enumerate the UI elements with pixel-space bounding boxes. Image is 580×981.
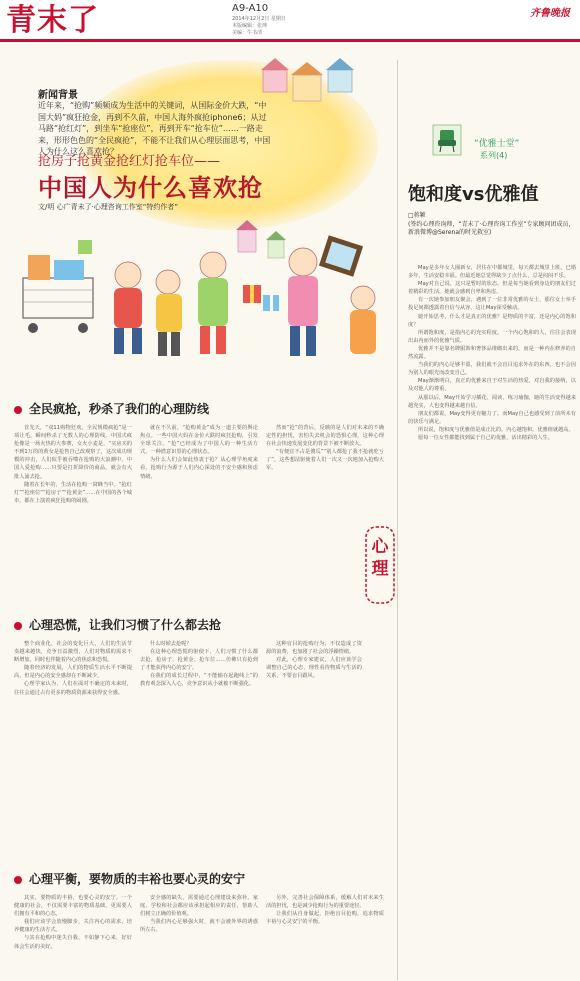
section2-col1: 整个商业化，社会的变化巨大，人们的生活节奏越来越快，竞争日益激烈，人们对物质的需求不断增加，同时也伴随着内心的焦虑和恐慌。 随着经济的发展，人们的物质生活水平不断提高，但是内心的安全感却在不断减少。 心理学家认为，人们在面对不确定的未来时，往往会通过占有更多的物质资源来获得安全感。	[14, 641, 132, 696]
section3-col3: 另外，完善社会保障体系，缓解人们对未来生活的担忧，也是减少抢购行为的重要途径。 让我们从自身做起，拒绝盲目抢购，追求物质丰裕与心灵安宁的平衡。	[266, 895, 384, 926]
section3-col1: 其实，要物质的丰裕，也要心灵的安宁。一个健康的社会，不仅需要丰富的物质基础，更需要人们拥有平和的心态。 我们应该学会放慢脚步，关注内心的需求，培养健康的生活方式。 与其在抢购中迷失自我，不如静下心来，好好体会生活的美好。	[14, 895, 132, 950]
section-heading-1: 全民疯抢，秒杀了我们的心理防线	[14, 400, 209, 417]
section3-col2: 安全感的缺失，需要通过心理建设来弥补。家庭、学校和社会都应该承担起相应的责任，帮助人们树立正确的价值观。 当我们内心足够强大时，就不会被外界的诱惑所左右。	[140, 895, 258, 934]
bullet-icon	[14, 876, 22, 884]
section2-col2: 什么时候去抢呢？ 在这种心理恐慌的驱使下，人们习惯了什么都去抢，抢房子、抢黄金、抢车位……仿佛只有抢到了才能获得内心的安宁。 在我们的成长过程中，“不能输在起跑线上”的教育观念深入人心，竞争意识从小就被不断强化。	[140, 641, 258, 688]
sidebar-article-body: May是多年女人圈新女，居住在中都城里，每天都去城里上班，已婚多年，生活安稳幸福。但最近她总觉得缺少了点什么，总是闷闷不乐。 May对自己说，这只是暂时的状态。但是每当她看到身边的朋友们过着精彩的生活，她就会感到自卑和焦虑。 有一次她参加朋友聚会，遇到了一位非常优雅的女士，那位女士举手投足间都透露着自信与从容，这让May深受触动。 她开始思考，什么才是真正的优雅？是物质的丰富，还是内心的饱和度？ 所谓饱和度，是指内心的充实程度。一个内心饱和的人，往往会表现出由内而外的优雅气质。 优雅并不是靠名牌服饰和奢侈品堆砌出来的，而是一种内在修养的自然流露。 当我们的内心足够丰盈，我们就不会盲目追求外在的东西，也不会因为别人的眼光而改变自己。 May渐渐明白，真正的优雅来自于对生活的热爱，对自我的接纳，以及对他人的尊重。 从那以后，May开始学习插花、阅读、练习瑜伽，她的生活变得越来越充实，人也变得越来越自信。 朋友们都说，May变得更有魅力了。而May自己也感受到了前所未有的快乐与满足。 所以说，饱和度与优雅值是成正比的。内心越饱和，优雅值就越高。 愿每一位女性都能找到属于自己的优雅，活出精彩的人生。	[408, 265, 576, 441]
masthead	[0, 0, 580, 42]
section-logo: 青末了	[6, 3, 99, 38]
news-background-text: 近年来，“抢购”频频成为生活中的关键词，从国际金价大跌，“中国大妈”疯狂抢金，再到不久前，中国人海外疯抢iphone6；从过马路“抢红灯”，到坐车“抢座位”，再到开车“抢车位”……一路走来，形形色色的“全民疯抢”，不能不让我们从心理层面思考，中国人为什么这么喜欢抢？	[38, 101, 271, 156]
news-background-heading: 新闻背景	[38, 90, 78, 101]
main-article	[0, 50, 396, 981]
shopping-cart-illustration	[23, 255, 93, 333]
article-title: 中国人为什么喜欢抢	[38, 174, 263, 202]
section2-col3: 这种盲目的抢购行为，不仅造成了资源的浪费，也加剧了社会的浮躁情绪。 对此，心理专家建议，人们应该学会调整自己的心态，理性看待物质与生活的关系，不要盲目跟风。	[266, 641, 362, 680]
column-name: “优雅士堂”	[474, 139, 520, 149]
article-subtitle: 抢房子抢黄金抢红灯抢车位——	[38, 154, 221, 169]
bullet-icon	[14, 406, 22, 414]
column-divider	[397, 60, 398, 980]
section1-col3: 然而“抢”的背后，反映的是人们对未来的不确定性的担忧，害怕失去机会的恐惧心理。这种心理在社会快速发展变化的背景下被不断放大。 “有便宜不占是傻瓜”“别人都抢了我不抢就吃亏了”，这些想法驱使着人们一次又一次地加入抢购大军。	[266, 425, 384, 472]
editor-credit: 本版编辑：张坤	[232, 23, 268, 29]
section-heading-3: 心理平衡，要物质的丰裕也要心灵的安宁	[14, 870, 245, 887]
dateline	[232, 16, 286, 37]
armchair-icon	[432, 124, 462, 156]
hero-illustration	[18, 50, 388, 380]
designer-credit: 美编：牛书清	[232, 30, 263, 36]
sidebar-author: □蒋颖 (签约心理咨询师，“青未了·心理咨询工作室”专家顾问团成员，新浪微博@Serena的时光救室)	[408, 212, 575, 236]
page-number: A9-A10	[232, 3, 269, 14]
xinli-side-tag: 心理	[371, 537, 389, 579]
house-illustrations	[236, 58, 354, 258]
newspaper-name: 齐鲁晚报	[530, 8, 570, 19]
section1-col1: 首先天，“双11购物狂欢，全民规模疯抢”是一项让毛，瞬间秒杀了无数人的心理防线。中国式疯抢像是一场火热的大参赛，女火小麦是，“买房买的不到1万的的黄女是抢售自己改观察了，这次成功规模的冲击，人们似乎被吞噬在抢购的大浪潮中。中国人爱抢购……只要是打折降价的商品，就会有大批人涌去抢。 随着在长年的，生活在抢购一窝蜂当中。“抢红灯”“抢座位”“抢房子”“抢黄金”……在中国的各个城市，都在上演着疯狂抢购的闹剧。	[14, 425, 132, 504]
column-series: 系列(4)	[480, 151, 508, 160]
section1-col2: 就在不久前，“抢购黄金”成为一道主要的舆论焦点。一些中国大妈在金价大跌时疯狂抢购，引发全球关注。“抢”已经成为了中国人的一种生活方式，一种潜意识里的心理状态。 为什么人们会如此热衷于抢？从心理学角度来看，抢购行为源于人们内心深处的不安全感和焦虑情绪。	[140, 425, 258, 480]
issue-date: 2014年12月2日 星期日	[232, 16, 286, 22]
bullet-icon	[14, 622, 22, 630]
article-byline: 文/明 心广青未了·心理咨询工作室“特约作者”	[38, 203, 179, 211]
section-heading-2: 心理恐慌，让我们习惯了什么都去抢	[14, 616, 221, 633]
sidebar-article-title: 饱和度vs优雅值	[408, 184, 539, 205]
